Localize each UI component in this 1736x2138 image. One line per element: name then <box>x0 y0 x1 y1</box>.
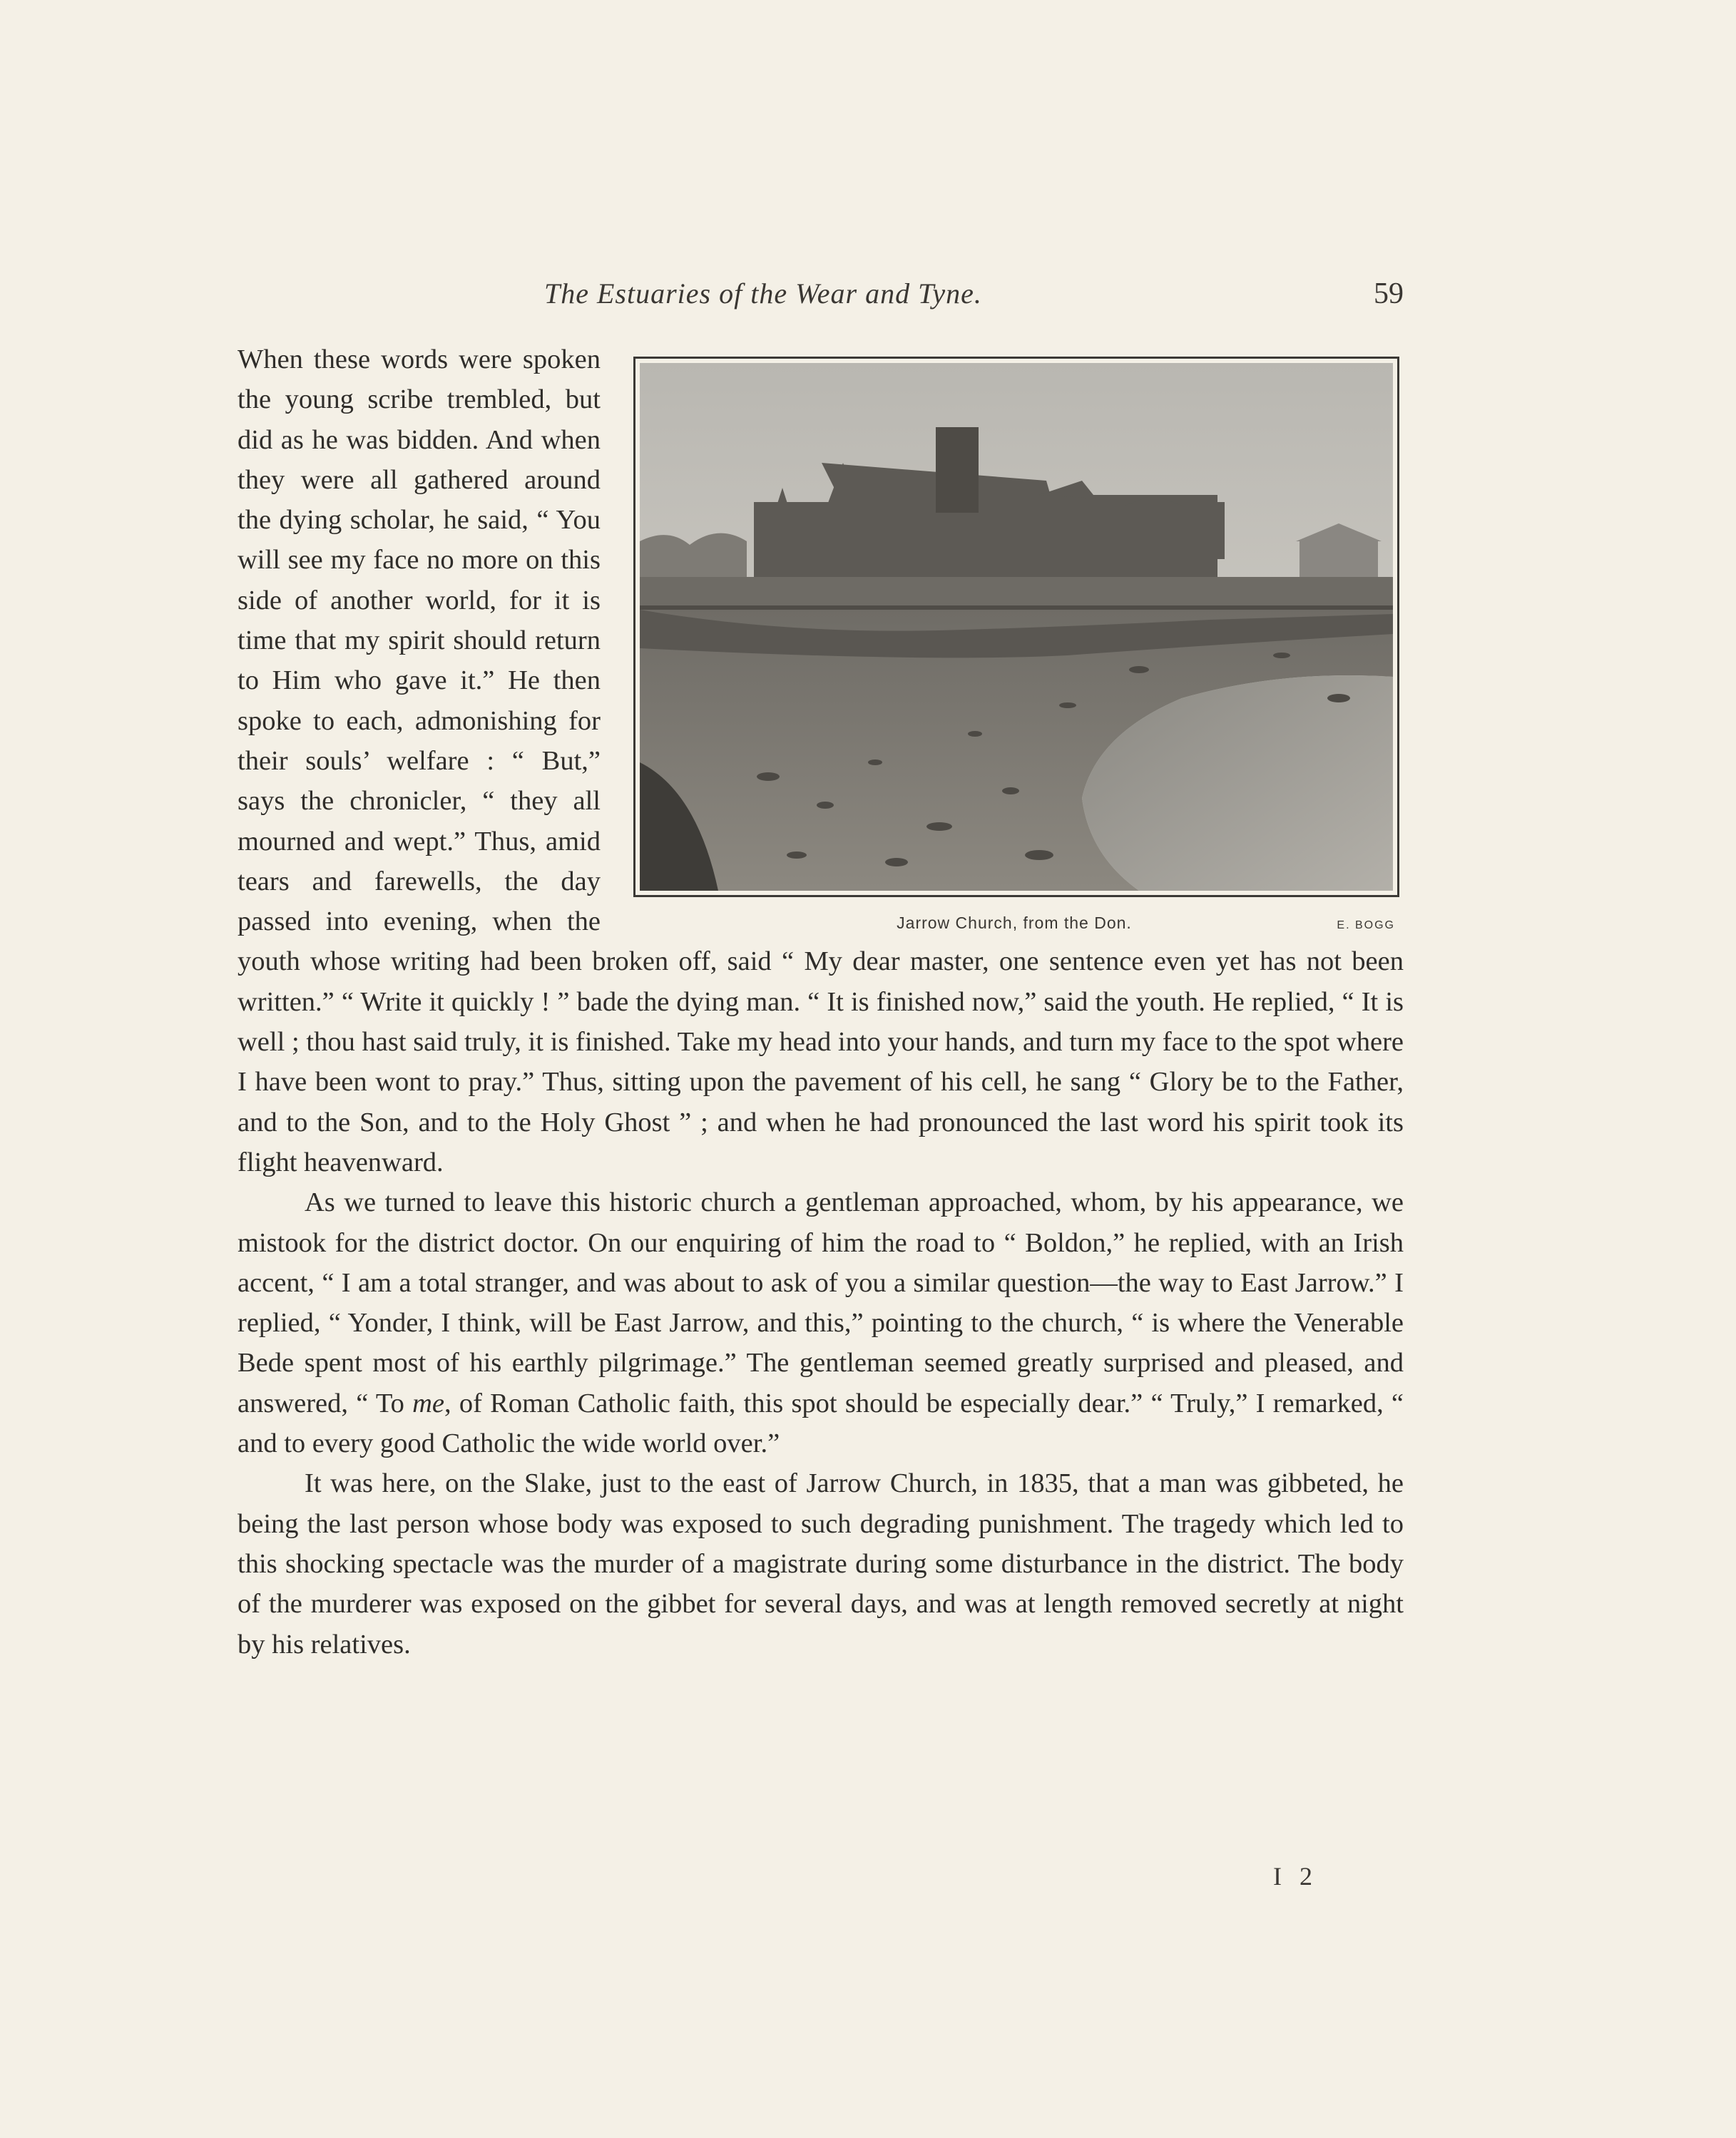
paragraph-2-text-b: , of Roman Catholic faith, this spot should be especially dear.” “ Truly,” I remarked, “ and to every good Catholic the wide world over.” <box>238 1388 1404 1459</box>
photo-frame <box>633 357 1399 897</box>
church-photo-illustration <box>640 363 1393 891</box>
artist-credit: E. BOGG <box>1337 919 1395 931</box>
body-text <box>238 339 1404 1664</box>
paragraph-2-emphasis: me <box>412 1388 445 1418</box>
running-head <box>238 277 1404 319</box>
figure-illustration <box>633 357 1404 932</box>
running-title: The Estuaries of the Wear and Tyne. <box>544 277 982 310</box>
caption-text: Jarrow Church, from the Don. <box>897 914 1132 932</box>
paragraph-2-text-a: As we turned to leave this historic church a gentleman approached, whom, by his appearance, we mistook for the district doctor. On our enquiring of him the road to “ Boldon,” he replied, with an Irish accent, “ I am a total stranger, and was about to ask of you a similar question—the way to East Jarrow.” I replied, “ Yonder, I think, will be East Jarrow, and this,” pointing to the church, “ is where the Venerable Bede spent most of his earthly pilgrimage.” The gentleman seemed greatly surprised and pleased, and answered, “ To <box>238 1187 1404 1418</box>
paragraph-3: It was here, on the Slake, just to the east of Jarrow Church, in 1835, that a man was gibbeted, he being the last person whose body was exposed to such degrading punishment. The tragedy which led to this shocking spectacle was the murder of a magistrate during some disturbance in the district. The body of the murderer was exposed on the gibbet for several days, and was at length removed secretly at night by his relatives. <box>238 1468 1404 1659</box>
page-number: 59 <box>1374 277 1404 310</box>
paragraph-2 <box>238 1182 1404 1463</box>
figure-caption <box>633 903 1395 932</box>
signature-mark: I 2 <box>1273 1862 1318 1891</box>
paragraph-1: When these words were spoken the young scribe trembled, but did as he was bidden. And when they were all gathered around the dying scholar, he said, “ You will see my face no more on this side of another world, for it is time that my spirit should return to Him who gave it.” He then spoke to each, admonishing for their souls’ welfare : “ But,” says the chronicler, “ they all mourned and wept.” Thus, amid tears and farewells, the day passed into evening, when the youth whose writing had been broken off, said “ My dear master, one sentence even yet has not been written.” “ Write it quickly ! ” bade the dying man. “ It is finished now,” said the youth. He replied, “ It is well ; thou hast said truly, it is finished. Take my head into your hands, and turn my face to the spot where I have been wont to pray.” Thus, sitting upon the pavement of his cell, he sang “ Glory be to the Father, and to the Son, and to the Holy Ghost ” ; and when he had pronounced the last word his spirit took its flight heavenward. <box>238 344 1404 1177</box>
